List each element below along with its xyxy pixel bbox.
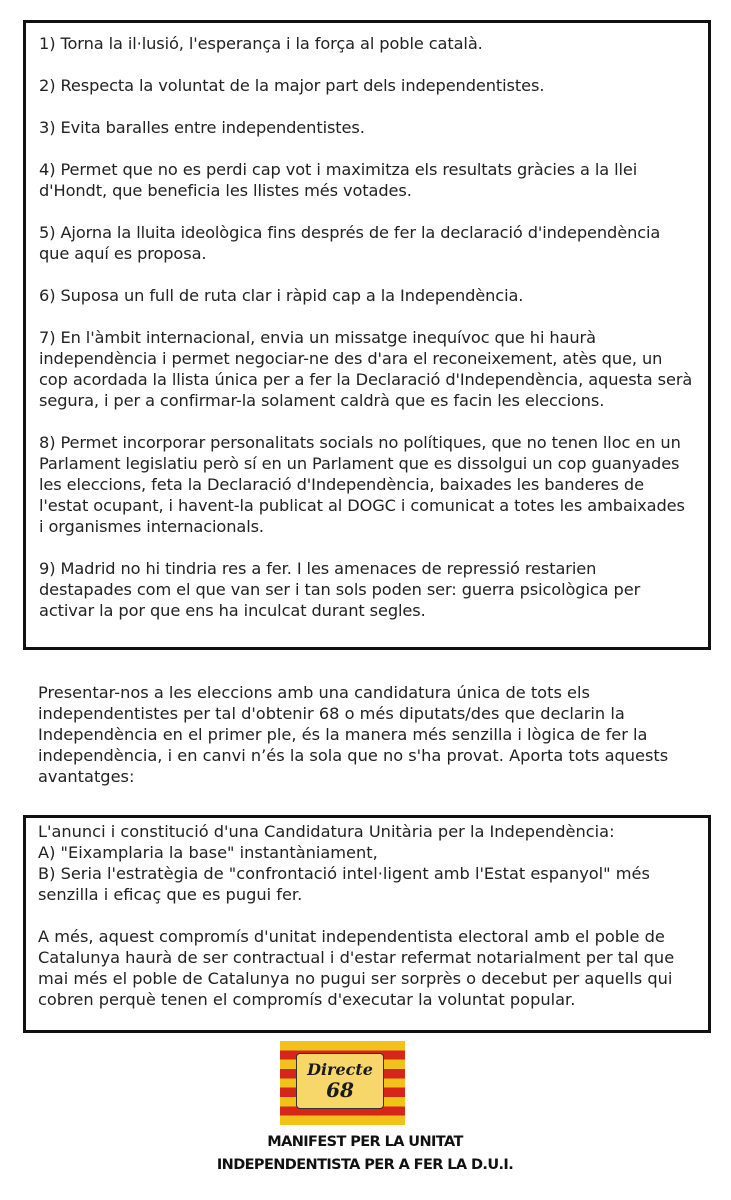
candidacy-box bbox=[23, 815, 711, 1033]
manifest-caption bbox=[160, 1131, 570, 1177]
candidacy-point-a: A) "Eixamplaria la base" instantàniament, bbox=[38, 843, 378, 862]
advantage-item-4: 4) Permet que no es perdi cap vot i maximitza els resultats gràcies a la llei d'Hondt, que beneficia les llistes més votades. bbox=[39, 160, 638, 200]
commitment-paragraph: A més, aquest compromís d'unitat independentista electoral amb el poble de Catalunya haurà de ser contractual i d'estar refermat notarialment per tal que mai més el poble de Catalunya no pugui ser sorprès o decebut per aquells qui cobren perquè tenen el compromís d'executar la voluntat popular. bbox=[38, 927, 675, 1009]
intro-paragraph: Presentar-nos a les eleccions amb una candidatura única de tots els independentistes per tal d'obtenir 68 o més diputats/des que declarin la Independència en el primer ple, és la manera més senzilla i lògica de fer la independència, i en canvi n’és la sola que no s'ha provat. Aporta tots aquests avantatges: bbox=[38, 683, 669, 786]
directe-68-badge bbox=[296, 1053, 384, 1109]
badge-text-directe: Directe bbox=[307, 1060, 373, 1079]
advantage-item-9: 9) Madrid no hi tindria res a fer. I les amenaces de repressió restarien destapades com el que van ser i tan sols poden ser: guerra psicològica per activar la por que ens ha inculcat durant segles. bbox=[39, 559, 641, 620]
advantage-item-7: 7) En l'àmbit internacional, envia un missatge inequívoc que hi haurà independència i permet negociar-ne des d'ara el reconeixement, atès que, un cop acordada la llista única per a fer la Declaració d'Independència, aquesta serà segura, i per a confirmar-la solament caldrà que es facin les eleccions. bbox=[39, 328, 693, 410]
advantages-list-box bbox=[23, 20, 711, 650]
advantage-item-3: 3) Evita baralles entre independentistes. bbox=[39, 118, 365, 137]
advantage-item-8: 8) Permet incorporar personalitats socials no polítiques, que no tenen lloc en un Parlament legislatiu però sí en un Parlament que es dissolgui un cop guanyades les eleccions, feta la Declaració d'Independència, baixades les banderes de l'estat ocupant, i havent-la publicat al DOGC i comunicat a totes les ambaixades i organismes internacionals. bbox=[39, 433, 685, 536]
caption-line-2: INDEPENDENTISTA PER A FER LA D.U.I. bbox=[216, 1157, 514, 1173]
advantage-item-6: 6) Suposa un full de ruta clar i ràpid cap a la Independència. bbox=[39, 286, 524, 305]
advantage-item-5: 5) Ajorna la lluita ideològica fins després de fer la declaració d'independència que aquí es proposa. bbox=[39, 223, 661, 263]
candidacy-point-b: B) Seria l'estratègia de "confrontació intel·ligent amb l'Estat espanyol" més senzilla i eficaç que es pugui fer. bbox=[38, 864, 650, 904]
badge-text-68: 68 bbox=[326, 1078, 354, 1102]
advantage-item-1: 1) Torna la il·lusió, l'esperança i la força al poble català. bbox=[39, 34, 483, 53]
advantage-item-2: 2) Respecta la voluntat de la major part dels independentistes. bbox=[39, 76, 545, 95]
candidacy-heading: L'anunci i constitució d'una Candidatura Unitària per la Independència: bbox=[38, 822, 615, 841]
caption-line-1: MANIFEST PER LA UNITAT bbox=[267, 1134, 463, 1150]
